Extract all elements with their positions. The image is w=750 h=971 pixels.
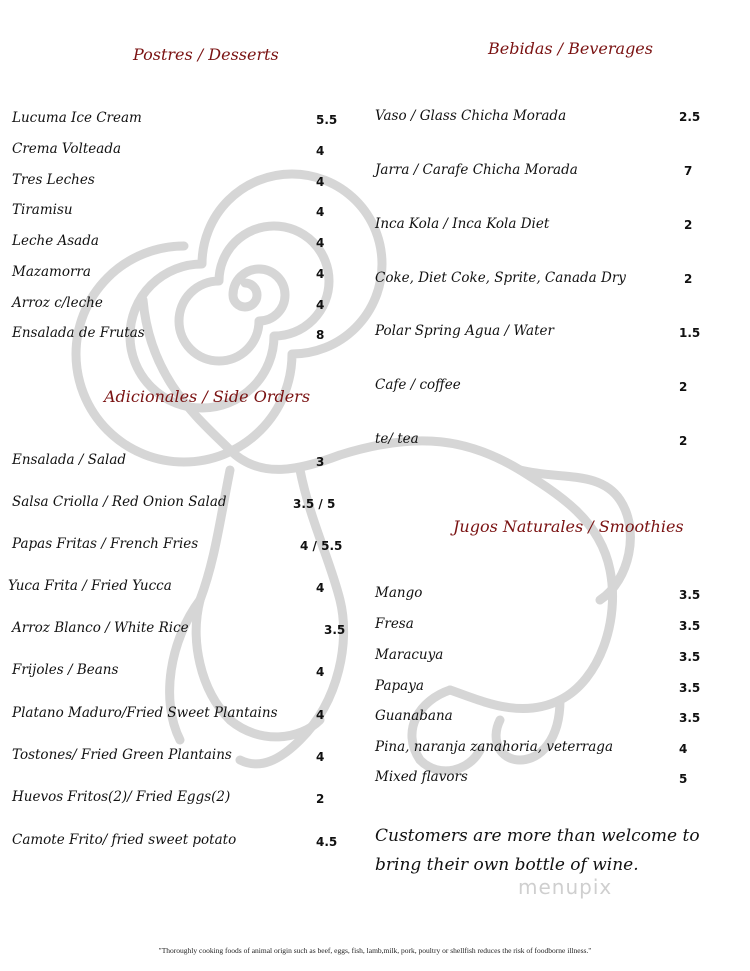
- item-price: 4: [316, 750, 325, 764]
- list-item: te/ tea: [375, 431, 419, 447]
- sides-title: Adicionales / Side Orders: [104, 387, 311, 406]
- item-price: 2.5: [679, 110, 701, 124]
- list-item: Polar Spring Agua / Water: [375, 323, 554, 339]
- item-price: 3.5: [679, 588, 701, 602]
- list-item: Salsa Criolla / Red Onion Salad: [12, 494, 227, 510]
- item-price: 4.5: [316, 835, 338, 849]
- menupix-watermark: menupix: [518, 875, 613, 899]
- item-price: 1.5: [679, 326, 701, 340]
- desserts-title: Postres / Desserts: [133, 45, 279, 64]
- list-item: Tres Leches: [12, 172, 95, 188]
- item-price: 4: [316, 175, 325, 189]
- list-item: Papaya: [375, 678, 424, 694]
- list-item: Mazamorra: [12, 264, 91, 280]
- item-price: 2: [684, 218, 693, 232]
- list-item: Camote Frito/ fried sweet potato: [12, 832, 237, 848]
- food-safety-disclaimer: "Thoroughly cooking foods of animal origin such as beef, eggs, fish, lamb,milk, pork, poultry or shellfish reduces the risk of foodborne illness.": [158, 946, 592, 955]
- list-item: Mixed flavors: [375, 769, 468, 785]
- item-price: 4: [679, 742, 688, 756]
- item-price: 2: [679, 380, 688, 394]
- item-price: 4: [316, 708, 325, 722]
- item-price: 4: [316, 144, 325, 158]
- wine-note: Customers are more than welcome to bring their own bottle of wine.: [375, 826, 700, 875]
- list-item: Maracuya: [375, 647, 444, 663]
- item-price: 5.5: [316, 113, 338, 127]
- item-price: 3.5: [324, 623, 346, 637]
- item-price: 3: [316, 455, 325, 469]
- list-item: Tostones/ Fried Green Plantains: [12, 747, 232, 763]
- item-price: 3.5: [679, 681, 701, 695]
- item-price: 8: [316, 328, 325, 342]
- list-item: Inca Kola / Inca Kola Diet: [375, 216, 550, 232]
- list-item: Huevos Fritos(2)/ Fried Eggs(2): [12, 789, 231, 805]
- item-price: 5: [679, 772, 688, 786]
- item-price: 4: [316, 236, 325, 250]
- list-item: Arroz Blanco / White Rice: [12, 620, 189, 636]
- item-price: 4: [316, 665, 325, 679]
- list-item: Platano Maduro/Fried Sweet Plantains: [12, 705, 278, 721]
- beverages-title: Bebidas / Beverages: [488, 39, 653, 58]
- list-item: Ensalada de Frutas: [12, 325, 145, 341]
- item-price: 2: [684, 272, 693, 286]
- item-price: 4 / 5.5: [300, 539, 343, 553]
- list-item: Guanabana: [375, 708, 453, 724]
- item-price: 4: [316, 581, 325, 595]
- list-item: Crema Volteada: [12, 141, 122, 157]
- list-item: Fresa: [375, 616, 414, 632]
- list-item: Frijoles / Beans: [12, 662, 119, 678]
- list-item: Cafe / coffee: [375, 377, 461, 393]
- list-item: Coke, Diet Coke, Sprite, Canada Dry: [375, 270, 626, 286]
- list-item: Jarra / Carafe Chicha Morada: [375, 162, 578, 178]
- item-price: 2: [679, 434, 688, 448]
- list-item: Lucuma Ice Cream: [12, 110, 142, 126]
- list-item: Arroz c/leche: [12, 295, 103, 311]
- item-price: 7: [684, 164, 693, 178]
- list-item: Papas Fritas / French Fries: [12, 536, 199, 552]
- smoothies-title: Jugos Naturales / Smoothies: [453, 517, 684, 536]
- list-item: Tiramisu: [12, 202, 73, 218]
- item-price: 4: [316, 205, 325, 219]
- item-price: 3.5: [679, 619, 701, 633]
- item-price: 3.5: [679, 711, 701, 725]
- list-item: Pina, naranja zanahoria, veterraga: [375, 739, 613, 755]
- item-price: 4: [316, 267, 325, 281]
- list-item: Ensalada / Salad: [12, 452, 127, 468]
- list-item: Yuca Frita / Fried Yucca: [8, 578, 172, 594]
- list-item: Leche Asada: [12, 233, 99, 249]
- list-item: Vaso / Glass Chicha Morada: [375, 108, 567, 124]
- item-price: 2: [316, 792, 325, 806]
- item-price: 4: [316, 298, 325, 312]
- item-price: 3.5 / 5: [293, 497, 336, 511]
- item-price: 3.5: [679, 650, 701, 664]
- list-item: Mango: [375, 585, 423, 601]
